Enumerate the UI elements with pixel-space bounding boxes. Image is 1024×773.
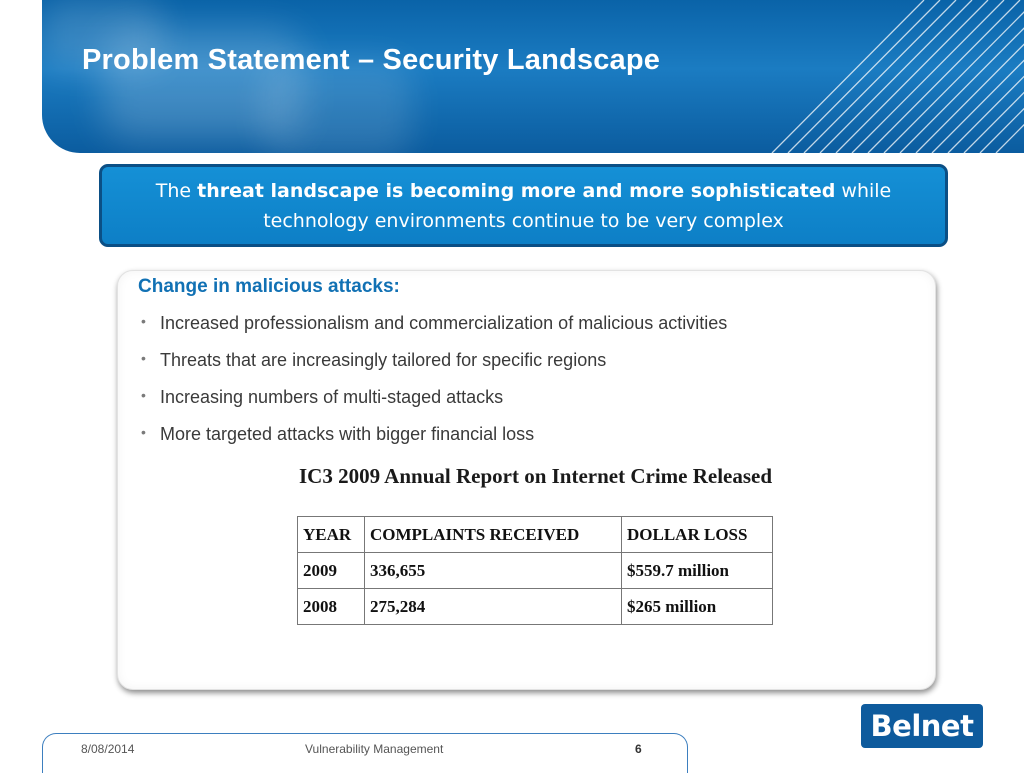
page-number: 6 — [635, 742, 642, 756]
list-item-text: Increased professionalism and commercialization of malicious activities — [160, 313, 728, 333]
table-row — [298, 589, 773, 625]
callout-emphasis: threat landscape is becoming more and more sophisticated — [197, 179, 836, 202]
content-card — [117, 270, 936, 690]
callout-box — [99, 164, 948, 247]
callout-suffix: while technology environments continue to be very complex — [263, 179, 892, 232]
table-cell-loss: $559.7 million — [622, 553, 773, 589]
table-header-row — [298, 517, 773, 553]
report-title: IC3 2009 Annual Report on Internet Crime Released — [299, 464, 773, 488]
table-cell-complaints: 275,284 — [365, 589, 622, 625]
table-cell-year: 2009 — [298, 553, 365, 589]
table-cell-year: 2008 — [298, 589, 365, 625]
column-header: DOLLAR LOSS — [622, 517, 773, 553]
list-item-text: Threats that are increasingly tailored for specific regions — [160, 350, 607, 370]
report-table — [297, 516, 773, 625]
list-item — [138, 350, 727, 387]
list-item — [138, 313, 727, 350]
slide-title: Problem Statement – Security Landscape — [82, 44, 661, 76]
column-header: YEAR — [298, 517, 365, 553]
footer-title: Vulnerability Management — [305, 742, 444, 756]
header-stripes-decoration — [662, 0, 1024, 153]
bullet-icon: • — [141, 387, 146, 403]
callout-prefix: The — [155, 179, 198, 202]
column-header: COMPLAINTS RECEIVED — [365, 517, 622, 553]
list-item-text: Increasing numbers of multi-staged attacks — [160, 387, 504, 407]
bullet-icon: • — [141, 350, 146, 366]
callout-text — [102, 176, 945, 236]
bullet-list — [138, 313, 727, 461]
table-row — [298, 553, 773, 589]
table-cell-loss: $265 million — [622, 589, 773, 625]
list-item — [138, 424, 727, 461]
section-heading: Change in malicious attacks: — [138, 276, 400, 297]
list-item-text: More targeted attacks with bigger financial loss — [160, 424, 535, 444]
footer — [42, 733, 688, 773]
belnet-logo: Belnet — [861, 704, 983, 748]
table-cell-complaints: 336,655 — [365, 553, 622, 589]
bullet-icon: • — [141, 424, 146, 440]
bullet-icon: • — [141, 313, 146, 329]
footer-date: 8/08/2014 — [81, 742, 135, 756]
list-item — [138, 387, 727, 424]
